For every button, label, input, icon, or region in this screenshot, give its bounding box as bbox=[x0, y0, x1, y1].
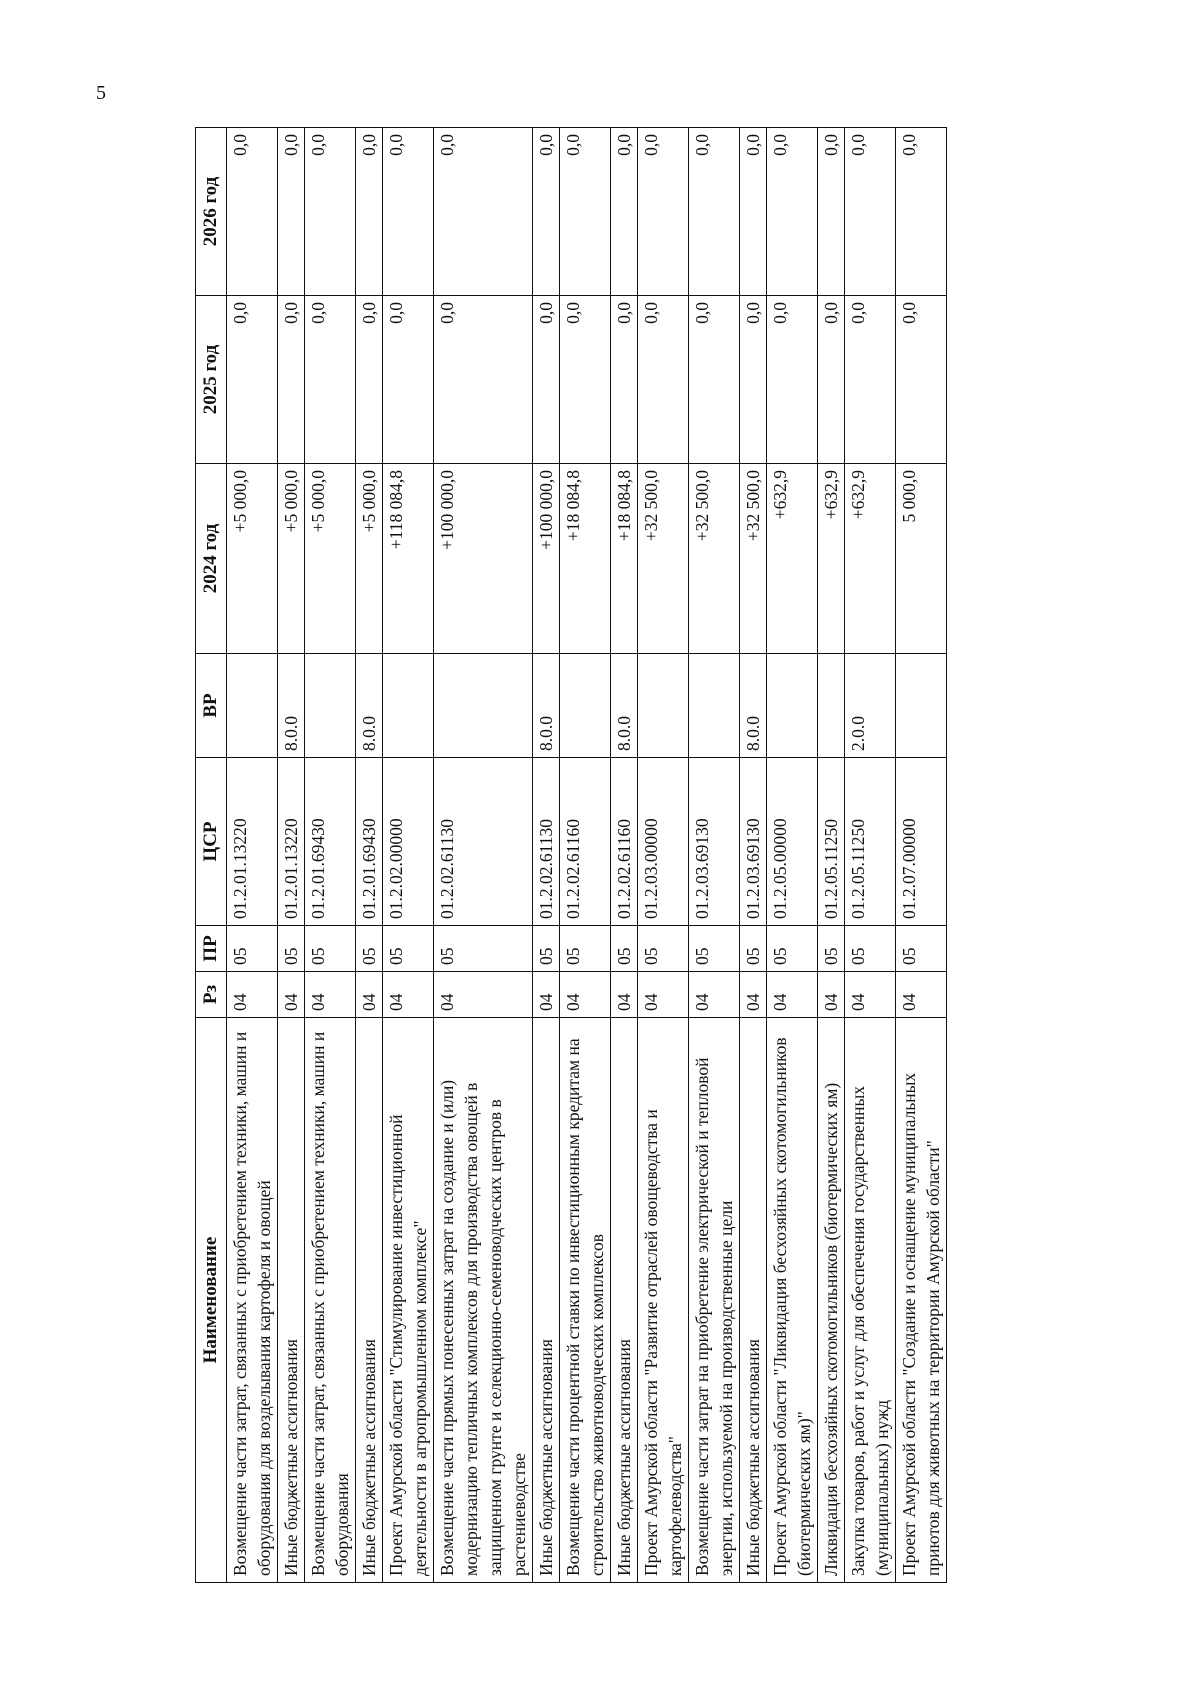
row-2026-cell: 0,0 bbox=[638, 128, 689, 296]
row-vr-cell bbox=[305, 654, 356, 758]
row-2024-cell: +632,9 bbox=[845, 464, 896, 654]
row-pr-cell: 05 bbox=[305, 926, 356, 972]
row-vr-cell bbox=[896, 654, 947, 758]
row-pr-cell: 05 bbox=[560, 926, 611, 972]
table-row bbox=[896, 128, 947, 1583]
row-2025-cell: 0,0 bbox=[356, 296, 383, 464]
row-2025-cell: 0,0 bbox=[305, 296, 356, 464]
header-csr: ЦСР bbox=[196, 758, 227, 926]
row-2025-cell: 0,0 bbox=[818, 296, 845, 464]
row-csr-cell: 01.2.05.11250 bbox=[845, 758, 896, 926]
row-2025-cell: 0,0 bbox=[896, 296, 947, 464]
header-rz: Рз bbox=[196, 972, 227, 1018]
row-pr-cell: 05 bbox=[845, 926, 896, 972]
row-rz-cell: 04 bbox=[740, 972, 767, 1018]
row-rz-cell: 04 bbox=[896, 972, 947, 1018]
header-pr: ПР bbox=[196, 926, 227, 972]
row-2025-cell: 0,0 bbox=[278, 296, 305, 464]
table-row bbox=[689, 128, 740, 1583]
row-vr-cell: 8.0.0 bbox=[611, 654, 638, 758]
budget-table-rotated bbox=[195, 128, 945, 1583]
page-number: 5 bbox=[96, 82, 106, 104]
row-rz-cell: 04 bbox=[305, 972, 356, 1018]
row-rz-cell: 04 bbox=[533, 972, 560, 1018]
row-csr-cell: 01.2.01.69430 bbox=[305, 758, 356, 926]
row-csr-cell: 01.2.05.00000 bbox=[767, 758, 818, 926]
row-name-cell: Проект Амурской области "Стимулирование инвестиционной деятельности в агропромышленном комплексе" bbox=[383, 1018, 434, 1583]
row-2026-cell: 0,0 bbox=[560, 128, 611, 296]
row-vr-cell: 8.0.0 bbox=[740, 654, 767, 758]
row-2026-cell: 0,0 bbox=[227, 128, 278, 296]
row-vr-cell: 2.0.0 bbox=[845, 654, 896, 758]
row-csr-cell: 01.2.01.13220 bbox=[278, 758, 305, 926]
row-2025-cell: 0,0 bbox=[638, 296, 689, 464]
row-pr-cell: 05 bbox=[356, 926, 383, 972]
row-csr-cell: 01.2.01.69430 bbox=[356, 758, 383, 926]
row-2024-cell: +632,9 bbox=[818, 464, 845, 654]
row-name-cell: Иные бюджетные ассигнования bbox=[611, 1018, 638, 1583]
header-2025: 2025 год bbox=[196, 296, 227, 464]
row-name-cell: Возмещение части прямых понесенных затрат на создание и (или) модернизацию тепличных комплексов для производства овощей в защищенном грунте и селекционно-семеноводческих центров в растениеводстве bbox=[434, 1018, 533, 1583]
row-csr-cell: 01.2.03.69130 bbox=[740, 758, 767, 926]
row-pr-cell: 05 bbox=[434, 926, 533, 972]
row-2024-cell: 5 000,0 bbox=[896, 464, 947, 654]
row-2025-cell: 0,0 bbox=[560, 296, 611, 464]
row-2026-cell: 0,0 bbox=[818, 128, 845, 296]
table-row bbox=[767, 128, 818, 1583]
row-2026-cell: 0,0 bbox=[356, 128, 383, 296]
row-csr-cell: 01.2.02.00000 bbox=[383, 758, 434, 926]
row-vr-cell: 8.0.0 bbox=[356, 654, 383, 758]
row-pr-cell: 05 bbox=[767, 926, 818, 972]
row-2026-cell: 0,0 bbox=[689, 128, 740, 296]
table-row bbox=[383, 128, 434, 1583]
row-2026-cell: 0,0 bbox=[278, 128, 305, 296]
row-2026-cell: 0,0 bbox=[740, 128, 767, 296]
row-rz-cell: 04 bbox=[356, 972, 383, 1018]
row-2024-cell: +100 000,0 bbox=[434, 464, 533, 654]
row-2025-cell: 0,0 bbox=[845, 296, 896, 464]
row-2024-cell: +32 500,0 bbox=[740, 464, 767, 654]
row-2026-cell: 0,0 bbox=[611, 128, 638, 296]
row-rz-cell: 04 bbox=[434, 972, 533, 1018]
row-2026-cell: 0,0 bbox=[533, 128, 560, 296]
row-pr-cell: 05 bbox=[611, 926, 638, 972]
header-2026: 2026 год bbox=[196, 128, 227, 296]
row-2025-cell: 0,0 bbox=[767, 296, 818, 464]
row-2024-cell: +18 084,8 bbox=[611, 464, 638, 654]
row-name-cell: Иные бюджетные ассигнования bbox=[278, 1018, 305, 1583]
row-name-cell: Иные бюджетные ассигнования bbox=[533, 1018, 560, 1583]
row-pr-cell: 05 bbox=[227, 926, 278, 972]
row-2024-cell: +5 000,0 bbox=[305, 464, 356, 654]
table-row bbox=[818, 128, 845, 1583]
row-vr-cell bbox=[818, 654, 845, 758]
row-2026-cell: 0,0 bbox=[767, 128, 818, 296]
table-row bbox=[740, 128, 767, 1583]
row-rz-cell: 04 bbox=[818, 972, 845, 1018]
row-vr-cell bbox=[560, 654, 611, 758]
row-csr-cell: 01.2.03.69130 bbox=[689, 758, 740, 926]
row-csr-cell: 01.2.02.61160 bbox=[611, 758, 638, 926]
row-name-cell: Ликвидация бесхозяйных скотомогильников (биотермических ям) bbox=[818, 1018, 845, 1583]
row-pr-cell: 05 bbox=[383, 926, 434, 972]
table-row bbox=[533, 128, 560, 1583]
row-name-cell: Иные бюджетные ассигнования bbox=[356, 1018, 383, 1583]
row-name-cell: Проект Амурской области "Ликвидация бесхозяйных скотомогильников (биотермических ям)" bbox=[767, 1018, 818, 1583]
table-header-row bbox=[196, 128, 227, 1583]
header-2024: 2024 год bbox=[196, 464, 227, 654]
row-csr-cell: 01.2.02.61130 bbox=[533, 758, 560, 926]
row-rz-cell: 04 bbox=[845, 972, 896, 1018]
row-vr-cell bbox=[638, 654, 689, 758]
row-csr-cell: 01.2.02.61130 bbox=[434, 758, 533, 926]
table-row bbox=[278, 128, 305, 1583]
row-name-cell: Возмещение части затрат, связанных с приобретением техники, машин и оборудования bbox=[305, 1018, 356, 1583]
row-vr-cell: 8.0.0 bbox=[278, 654, 305, 758]
header-vr: ВР bbox=[196, 654, 227, 758]
row-2026-cell: 0,0 bbox=[383, 128, 434, 296]
row-name-cell: Проект Амурской области "Развитие отраслей овощеводства и картофелеводства" bbox=[638, 1018, 689, 1583]
row-2026-cell: 0,0 bbox=[896, 128, 947, 296]
row-2024-cell: +5 000,0 bbox=[356, 464, 383, 654]
table-row bbox=[560, 128, 611, 1583]
table-row bbox=[638, 128, 689, 1583]
row-rz-cell: 04 bbox=[638, 972, 689, 1018]
row-csr-cell: 01.2.01.13220 bbox=[227, 758, 278, 926]
row-2025-cell: 0,0 bbox=[227, 296, 278, 464]
row-rz-cell: 04 bbox=[560, 972, 611, 1018]
table-body bbox=[227, 128, 947, 1583]
row-vr-cell: 8.0.0 bbox=[533, 654, 560, 758]
row-pr-cell: 05 bbox=[818, 926, 845, 972]
row-name-cell: Возмещение части затрат на приобретение электрической и тепловой энергии, используемой на производственные цели bbox=[689, 1018, 740, 1583]
row-csr-cell: 01.2.07.00000 bbox=[896, 758, 947, 926]
row-2025-cell: 0,0 bbox=[533, 296, 560, 464]
row-vr-cell bbox=[227, 654, 278, 758]
row-2024-cell: +118 084,8 bbox=[383, 464, 434, 654]
row-pr-cell: 05 bbox=[740, 926, 767, 972]
table-row bbox=[305, 128, 356, 1583]
row-2025-cell: 0,0 bbox=[383, 296, 434, 464]
row-2024-cell: +100 000,0 bbox=[533, 464, 560, 654]
row-rz-cell: 04 bbox=[227, 972, 278, 1018]
row-csr-cell: 01.2.03.00000 bbox=[638, 758, 689, 926]
row-2026-cell: 0,0 bbox=[305, 128, 356, 296]
row-2024-cell: +32 500,0 bbox=[638, 464, 689, 654]
row-pr-cell: 05 bbox=[896, 926, 947, 972]
row-2024-cell: +5 000,0 bbox=[278, 464, 305, 654]
row-name-cell: Иные бюджетные ассигнования bbox=[740, 1018, 767, 1583]
row-pr-cell: 05 bbox=[278, 926, 305, 972]
row-name-cell: Проект Амурской области "Создание и оснащение муниципальных приютов для животных на территории Амурской области" bbox=[896, 1018, 947, 1583]
row-2026-cell: 0,0 bbox=[845, 128, 896, 296]
row-vr-cell bbox=[767, 654, 818, 758]
row-csr-cell: 01.2.05.11250 bbox=[818, 758, 845, 926]
row-2024-cell: +32 500,0 bbox=[689, 464, 740, 654]
row-pr-cell: 05 bbox=[689, 926, 740, 972]
header-name: Наименование bbox=[196, 1018, 227, 1583]
row-2024-cell: +632,9 bbox=[767, 464, 818, 654]
row-rz-cell: 04 bbox=[278, 972, 305, 1018]
row-rz-cell: 04 bbox=[689, 972, 740, 1018]
row-pr-cell: 05 bbox=[638, 926, 689, 972]
row-2024-cell: +5 000,0 bbox=[227, 464, 278, 654]
row-2025-cell: 0,0 bbox=[611, 296, 638, 464]
row-vr-cell bbox=[383, 654, 434, 758]
table-row bbox=[434, 128, 533, 1583]
row-vr-cell bbox=[689, 654, 740, 758]
row-rz-cell: 04 bbox=[767, 972, 818, 1018]
table-row bbox=[845, 128, 896, 1583]
row-rz-cell: 04 bbox=[611, 972, 638, 1018]
row-2025-cell: 0,0 bbox=[434, 296, 533, 464]
budget-table bbox=[195, 127, 947, 1583]
row-csr-cell: 01.2.02.61160 bbox=[560, 758, 611, 926]
row-2026-cell: 0,0 bbox=[434, 128, 533, 296]
row-2025-cell: 0,0 bbox=[689, 296, 740, 464]
row-2025-cell: 0,0 bbox=[740, 296, 767, 464]
row-2024-cell: +18 084,8 bbox=[560, 464, 611, 654]
table-row bbox=[611, 128, 638, 1583]
table-row bbox=[227, 128, 278, 1583]
row-pr-cell: 05 bbox=[533, 926, 560, 972]
row-name-cell: Возмещение части затрат, связанных с приобретением техники, машин и оборудования для возделывания картофеля и овощей bbox=[227, 1018, 278, 1583]
row-rz-cell: 04 bbox=[383, 972, 434, 1018]
row-name-cell: Закупка товаров, работ и услуг для обеспечения государственных (муниципальных) нужд bbox=[845, 1018, 896, 1583]
row-vr-cell bbox=[434, 654, 533, 758]
row-name-cell: Возмещение части процентной ставки по инвестиционным кредитам на строительство животноводческих комплексов bbox=[560, 1018, 611, 1583]
table-row bbox=[356, 128, 383, 1583]
